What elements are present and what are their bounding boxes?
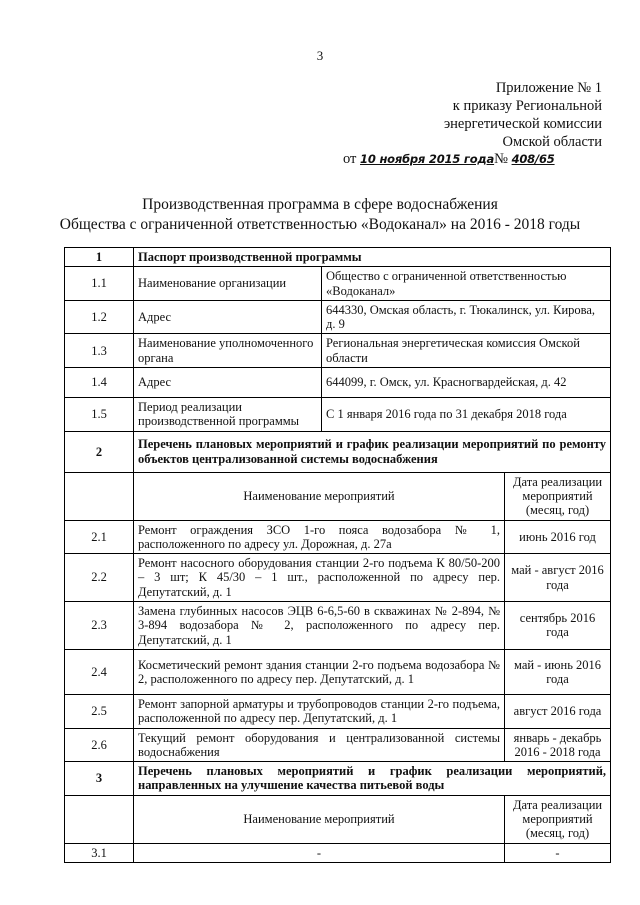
- section-number: 3: [65, 762, 134, 796]
- column-header-row: [65, 795, 611, 843]
- row-name: -: [134, 843, 505, 862]
- row-name: Ремонт насосного оборудования станции 2-го подъема К 80/50-200 – 3 шт; К 45/30 – 1 шт., расположенной по адресу пер. Депутатский, д. 1: [134, 554, 505, 602]
- row-value: 644099, г. Омск, ул. Красногвардейская, д. 42: [322, 368, 611, 398]
- section-header-row: [65, 762, 611, 796]
- row-name: Ремонт запорной арматуры и трубопроводов станции 2-го подъема, расположенной по адресу пер. Депутатский, д. 1: [134, 694, 505, 728]
- appendix-line: к приказу Региональной: [452, 98, 602, 114]
- title-line: Производственная программа в сфере водоснабжения: [142, 196, 498, 213]
- section-number: 1: [65, 248, 134, 267]
- column-header-date: Дата реализации мероприятий (месяц, год): [505, 795, 611, 843]
- empty-cell: [65, 795, 134, 843]
- table-row: [65, 334, 611, 368]
- row-name: Ремонт ограждения ЗСО 1-го пояса водозабора № 1, расположенного по адресу ул. Дорожная, д. 27а: [134, 520, 505, 554]
- row-number: 2.1: [65, 520, 134, 554]
- document-title: [0, 195, 640, 235]
- section-title: Паспорт производственной программы: [134, 248, 611, 267]
- row-number: 1.4: [65, 368, 134, 398]
- section-header-row: [65, 248, 611, 267]
- program-table: [64, 247, 611, 863]
- section-title: Перечень плановых мероприятий и график реализации мероприятий по ремонту объектов централизованной системы водоснабжения: [134, 431, 611, 472]
- row-value: Общество с ограниченной ответственностью «Водоканал»: [322, 267, 611, 301]
- table-row: [65, 554, 611, 602]
- row-number: 1.2: [65, 300, 134, 334]
- row-date: сентябрь 2016 года: [505, 602, 611, 650]
- row-date: июнь 2016 год: [505, 520, 611, 554]
- section-title: Перечень плановых мероприятий и график реализации мероприятий, направленных на улучшение качества питьевой воды: [134, 762, 611, 796]
- handwritten-date: 10 ноября 2015 года: [360, 152, 495, 166]
- row-label: Адрес: [134, 300, 322, 334]
- title-line: Общества с ограниченной ответственностью «Водоканал» на 2016 - 2018 годы: [59, 216, 581, 233]
- row-value: Региональная энергетическая комиссия Омской области: [322, 334, 611, 368]
- table-row: [65, 649, 611, 694]
- row-name: Текущий ремонт оборудования и централизованной системы водоснабжения: [134, 728, 505, 762]
- handwritten-number: 408/65: [511, 152, 555, 166]
- appendix-line: Приложение № 1: [495, 80, 602, 96]
- row-number: 1.5: [65, 398, 134, 432]
- row-date: август 2016 года: [505, 694, 611, 728]
- row-date: январь - декабрь 2016 - 2018 года: [505, 728, 611, 762]
- row-number: 2.3: [65, 602, 134, 650]
- row-number: 2.2: [65, 554, 134, 602]
- row-number: 1.3: [65, 334, 134, 368]
- table-row: [65, 368, 611, 398]
- from-label: от: [343, 151, 357, 167]
- row-number: 2.5: [65, 694, 134, 728]
- appendix-line: энергетической комиссии: [443, 116, 602, 132]
- table-row: [65, 520, 611, 554]
- table-row: [65, 694, 611, 728]
- row-label: Адрес: [134, 368, 322, 398]
- number-label: №: [494, 151, 508, 167]
- row-date: май - июнь 2016 года: [505, 649, 611, 694]
- row-name: Замена глубинных насосов ЭЦВ 6-6,5-60 в скважинах № 2-894, № 3-894 водозабора № 2, расположенного по адресу пер. Депутатский, д. 1: [134, 602, 505, 650]
- column-header-row: [65, 472, 611, 520]
- appendix-line: Омской области: [502, 134, 602, 150]
- table-row: [65, 300, 611, 334]
- section-number: 2: [65, 431, 134, 472]
- row-label: Наименование уполномоченного органа: [134, 334, 322, 368]
- row-number: 2.4: [65, 649, 134, 694]
- row-date: -: [505, 843, 611, 862]
- table-row: [65, 728, 611, 762]
- page-number: 3: [316, 48, 324, 63]
- row-label: Наименование организации: [134, 267, 322, 301]
- column-header-name: Наименование мероприятий: [134, 795, 505, 843]
- table-row: [65, 602, 611, 650]
- section-header-row: [65, 431, 611, 472]
- table-row: [65, 398, 611, 432]
- row-value: 644330, Омская область, г. Тюкалинск, ул. Кирова, д. 9: [322, 300, 611, 334]
- table-row: [65, 843, 611, 862]
- row-date: май - август 2016 года: [505, 554, 611, 602]
- column-header-name: Наименование мероприятий: [134, 472, 505, 520]
- empty-cell: [65, 472, 134, 520]
- order-date-line: [343, 150, 555, 168]
- row-number: 2.6: [65, 728, 134, 762]
- table-row: [65, 267, 611, 301]
- column-header-date: Дата реализации мероприятий (месяц, год): [505, 472, 611, 520]
- row-name: Косметический ремонт здания станции 2-го подъема водозабора № 2, расположенного по адресу пер. Депутатский, д. 1: [134, 649, 505, 694]
- appendix-header: [444, 79, 602, 151]
- row-number: 1.1: [65, 267, 134, 301]
- row-value: С 1 января 2016 года по 31 декабря 2018 года: [322, 398, 611, 432]
- row-number: 3.1: [65, 843, 134, 862]
- row-label: Период реализации производственной программы: [134, 398, 322, 432]
